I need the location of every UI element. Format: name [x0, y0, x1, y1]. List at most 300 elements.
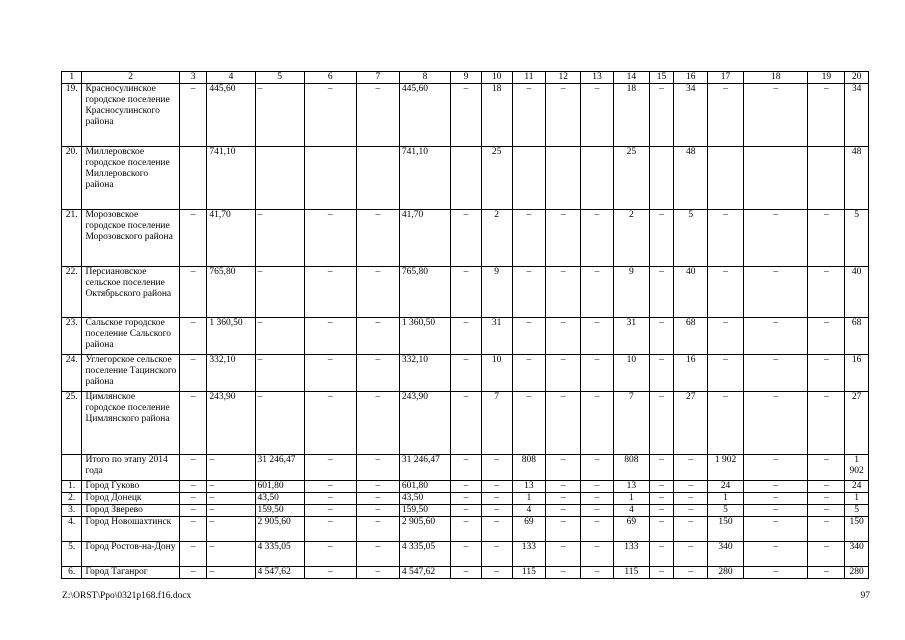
table-cell: –: [481, 481, 512, 493]
table-cell: –: [451, 267, 482, 318]
table-cell: –: [546, 517, 581, 542]
table-cell: –: [581, 210, 614, 267]
table-cell: 24: [845, 481, 869, 493]
table-cell: –: [649, 210, 674, 267]
row-number-cell: 19.: [62, 84, 82, 147]
table-cell: –: [581, 505, 614, 517]
table-cell: 741,10: [207, 147, 255, 210]
table-cell: –: [356, 517, 399, 542]
table-cell: 1 360,50: [399, 318, 450, 355]
table-cell: 5: [708, 505, 744, 517]
table-cell: –: [743, 455, 808, 481]
table-cell: –: [255, 210, 304, 267]
table-cell: 2: [481, 210, 512, 267]
table-cell: [743, 147, 808, 210]
table-cell: –: [512, 84, 546, 147]
table-cell: –: [451, 355, 482, 392]
column-header-13: 13: [581, 72, 614, 84]
table-cell: 34: [674, 84, 708, 147]
table-cell: –: [207, 493, 255, 505]
table-cell: –: [743, 567, 808, 579]
table-cell: 16: [674, 355, 708, 392]
table-cell: 5: [845, 505, 869, 517]
row-name-cell: Красносулинское городское поселение Красносулинского района: [82, 84, 179, 147]
table-cell: –: [255, 392, 304, 455]
table-cell: –: [649, 392, 674, 455]
table-cell: –: [808, 505, 845, 517]
table-cell: 40: [674, 267, 708, 318]
row-number-cell: [62, 455, 82, 481]
table-cell: 1: [708, 493, 744, 505]
table-cell: –: [581, 455, 614, 481]
row-number-cell: 4.: [62, 517, 82, 542]
table-cell: [179, 147, 207, 210]
table-cell: –: [179, 542, 207, 567]
table-cell: –: [179, 392, 207, 455]
table-cell: –: [481, 455, 512, 481]
table-cell: 150: [845, 517, 869, 542]
table-row: [62, 147, 869, 210]
table-cell: –: [207, 517, 255, 542]
table-cell: –: [743, 84, 808, 147]
table-cell: 27: [674, 392, 708, 455]
column-header-4: 4: [207, 72, 255, 84]
table-cell: 68: [674, 318, 708, 355]
table-cell: –: [649, 455, 674, 481]
table-cell: 159,50: [255, 505, 304, 517]
table-cell: –: [546, 267, 581, 318]
table-cell: [546, 147, 581, 210]
row-number-cell: 20.: [62, 147, 82, 210]
table-cell: 41,70: [399, 210, 450, 267]
table-cell: [255, 147, 304, 210]
table-cell: [304, 147, 356, 210]
table-cell: 13: [613, 481, 649, 493]
table-cell: –: [808, 267, 845, 318]
row-number-cell: 2.: [62, 493, 82, 505]
table-cell: –: [179, 355, 207, 392]
column-header-9: 9: [451, 72, 482, 84]
table-cell: –: [304, 210, 356, 267]
table-cell: –: [743, 210, 808, 267]
table-cell: –: [546, 567, 581, 579]
table-cell: –: [304, 481, 356, 493]
column-header-17: 17: [708, 72, 744, 84]
row-name-cell: Персиановское сельское поселение Октябрьского района: [82, 267, 179, 318]
column-header-16: 16: [674, 72, 708, 84]
column-header-12: 12: [546, 72, 581, 84]
table-cell: –: [304, 355, 356, 392]
table-cell: 115: [613, 567, 649, 579]
table-cell: –: [546, 455, 581, 481]
table-cell: 340: [708, 542, 744, 567]
table-cell: –: [649, 505, 674, 517]
table-cell: [451, 147, 482, 210]
table-cell: –: [179, 455, 207, 481]
table-cell: –: [481, 567, 512, 579]
table-cell: –: [481, 505, 512, 517]
table-cell: –: [304, 542, 356, 567]
column-header-8: 8: [399, 72, 450, 84]
table-cell: –: [674, 542, 708, 567]
table-row: [62, 267, 869, 318]
column-header-10: 10: [481, 72, 512, 84]
row-name-cell: Город Ростов-на-Дону: [82, 542, 179, 567]
table-cell: –: [179, 481, 207, 493]
table-row: [62, 318, 869, 355]
table-cell: 2: [613, 210, 649, 267]
row-name-cell: Углегорское сельское поселение Тацинского района: [82, 355, 179, 392]
table-cell: 280: [845, 567, 869, 579]
table-cell: –: [581, 542, 614, 567]
table-cell: –: [356, 493, 399, 505]
table-cell: –: [179, 493, 207, 505]
row-name-cell: Морозовское городское поселение Морозовского района: [82, 210, 179, 267]
table-cell: –: [512, 318, 546, 355]
table-cell: –: [179, 84, 207, 147]
table-cell: 243,90: [207, 392, 255, 455]
column-header-6: 6: [304, 72, 356, 84]
column-header-11: 11: [512, 72, 546, 84]
table-cell: –: [451, 210, 482, 267]
table-cell: –: [356, 542, 399, 567]
table-cell: –: [451, 481, 482, 493]
row-number-cell: 24.: [62, 355, 82, 392]
table-cell: 4 335,05: [255, 542, 304, 567]
table-cell: –: [808, 355, 845, 392]
table-cell: –: [808, 318, 845, 355]
table-row: [62, 355, 869, 392]
table-cell: 2 905,60: [399, 517, 450, 542]
table-cell: [649, 147, 674, 210]
table-cell: 1: [512, 493, 546, 505]
table-cell: 18: [613, 84, 649, 147]
table-cell: –: [581, 318, 614, 355]
table-cell: –: [743, 267, 808, 318]
column-header-1: 1: [62, 72, 82, 84]
table-cell: –: [356, 505, 399, 517]
table-cell: 31 246,47: [399, 455, 450, 481]
table-cell: –: [708, 267, 744, 318]
row-number-cell: 6.: [62, 567, 82, 579]
table-cell: –: [512, 355, 546, 392]
row-name-cell: Цимлянское городское поселение Цимлянского района: [82, 392, 179, 455]
table-cell: –: [674, 567, 708, 579]
table-cell: –: [808, 455, 845, 481]
table-cell: 445,60: [207, 84, 255, 147]
table-cell: –: [808, 392, 845, 455]
table-cell: [581, 147, 614, 210]
table-cell: –: [743, 481, 808, 493]
row-name-cell: Город Новошахтинск: [82, 517, 179, 542]
table-cell: –: [512, 210, 546, 267]
table-cell: 68: [845, 318, 869, 355]
table-cell: –: [743, 493, 808, 505]
row-name-cell: Сальское городское поселение Сальского района: [82, 318, 179, 355]
table-cell: 133: [613, 542, 649, 567]
table-cell: –: [356, 355, 399, 392]
table-cell: –: [649, 84, 674, 147]
table-row: [62, 210, 869, 267]
table-cell: –: [304, 455, 356, 481]
table-cell: –: [356, 567, 399, 579]
table-cell: –: [304, 267, 356, 318]
row-name-cell: Миллеровское городское поселение Миллеровского района: [82, 147, 179, 210]
table-cell: –: [743, 505, 808, 517]
data-table: [61, 71, 869, 579]
table-cell: –: [743, 392, 808, 455]
table-cell: –: [304, 318, 356, 355]
table-cell: –: [708, 355, 744, 392]
table-cell: –: [481, 517, 512, 542]
table-cell: –: [207, 505, 255, 517]
table-cell: –: [581, 267, 614, 318]
table-cell: –: [179, 567, 207, 579]
table-cell: –: [581, 355, 614, 392]
table-cell: –: [179, 267, 207, 318]
table-cell: 115: [512, 567, 546, 579]
table-cell: –: [356, 318, 399, 355]
table-cell: –: [451, 493, 482, 505]
table-cell: –: [356, 84, 399, 147]
table-cell: –: [451, 392, 482, 455]
table-cell: 150: [708, 517, 744, 542]
table-cell: –: [304, 392, 356, 455]
table-cell: –: [674, 517, 708, 542]
column-header-15: 15: [649, 72, 674, 84]
table-cell: 2 905,60: [255, 517, 304, 542]
table-cell: 1 360,50: [207, 318, 255, 355]
footer-file-path: Z:\ORST\Ppo\0321p168.f16.docx: [62, 591, 192, 601]
table-cell: 31: [481, 318, 512, 355]
column-header-7: 7: [356, 72, 399, 84]
table-cell: –: [581, 481, 614, 493]
table-row: [62, 567, 869, 579]
table-cell: 280: [708, 567, 744, 579]
table-row: [62, 505, 869, 517]
table-cell: –: [581, 84, 614, 147]
table-cell: 9: [613, 267, 649, 318]
table-cell: 4 547,62: [399, 567, 450, 579]
table-cell: –: [581, 493, 614, 505]
column-header-19: 19: [808, 72, 845, 84]
table-cell: 808: [512, 455, 546, 481]
table-cell: 340: [845, 542, 869, 567]
row-number-cell: 3.: [62, 505, 82, 517]
table-row: [62, 455, 869, 481]
table-cell: –: [356, 267, 399, 318]
table-cell: –: [546, 493, 581, 505]
table-cell: 48: [845, 147, 869, 210]
table-cell: –: [674, 493, 708, 505]
table-cell: –: [179, 505, 207, 517]
table-cell: –: [512, 392, 546, 455]
table-cell: –: [356, 455, 399, 481]
table-cell: 4: [613, 505, 649, 517]
table-cell: –: [451, 318, 482, 355]
table-cell: –: [743, 517, 808, 542]
table-cell: –: [808, 84, 845, 147]
table-cell: –: [743, 318, 808, 355]
table-cell: –: [743, 542, 808, 567]
table-cell: –: [808, 567, 845, 579]
row-number-cell: 25.: [62, 392, 82, 455]
row-name-cell: Город Таганрог: [82, 567, 179, 579]
row-number-cell: 1.: [62, 481, 82, 493]
table-cell: –: [649, 567, 674, 579]
table-cell: –: [179, 517, 207, 542]
table-cell: –: [808, 517, 845, 542]
table-cell: 25: [481, 147, 512, 210]
table-cell: –: [581, 392, 614, 455]
table-cell: –: [649, 267, 674, 318]
table-cell: –: [708, 84, 744, 147]
table-cell: –: [481, 542, 512, 567]
table-cell: –: [451, 567, 482, 579]
table-cell: –: [581, 517, 614, 542]
table-cell: –: [546, 481, 581, 493]
row-name-cell: Город Гуково: [82, 481, 179, 493]
column-header-18: 18: [743, 72, 808, 84]
table-cell: –: [674, 505, 708, 517]
row-number-cell: 22.: [62, 267, 82, 318]
table-cell: –: [356, 481, 399, 493]
table-cell: –: [255, 318, 304, 355]
table-cell: 332,10: [399, 355, 450, 392]
table-cell: [512, 147, 546, 210]
table-cell: 159,50: [399, 505, 450, 517]
header-row: [62, 72, 869, 84]
table-cell: –: [179, 318, 207, 355]
table-cell: –: [304, 505, 356, 517]
table-cell: 7: [613, 392, 649, 455]
table-cell: –: [708, 392, 744, 455]
table-cell: 4 335,05: [399, 542, 450, 567]
table-body: [62, 84, 869, 579]
table-cell: –: [649, 481, 674, 493]
table-cell: 31: [613, 318, 649, 355]
column-header-5: 5: [255, 72, 304, 84]
table-cell: –: [546, 84, 581, 147]
table-cell: –: [179, 210, 207, 267]
table-cell: 4 547,62: [255, 567, 304, 579]
table-cell: 69: [512, 517, 546, 542]
row-name-cell: Город Донецк: [82, 493, 179, 505]
table-cell: 5: [674, 210, 708, 267]
table-cell: –: [808, 210, 845, 267]
table-cell: –: [546, 210, 581, 267]
table-cell: 332,10: [207, 355, 255, 392]
table-cell: 40: [845, 267, 869, 318]
table-cell: –: [451, 84, 482, 147]
table-cell: 133: [512, 542, 546, 567]
table-cell: –: [304, 493, 356, 505]
table-cell: 1: [613, 493, 649, 505]
table-cell: –: [546, 392, 581, 455]
table-cell: –: [808, 493, 845, 505]
table-cell: 48: [674, 147, 708, 210]
table-cell: 9: [481, 267, 512, 318]
table-cell: 31 246,47: [255, 455, 304, 481]
table-cell: –: [546, 318, 581, 355]
table-cell: 765,80: [207, 267, 255, 318]
table-cell: 1 902: [708, 455, 744, 481]
table-cell: 7: [481, 392, 512, 455]
table-cell: 41,70: [207, 210, 255, 267]
table-cell: –: [674, 455, 708, 481]
table-cell: –: [512, 267, 546, 318]
table-cell: –: [581, 567, 614, 579]
table-cell: –: [304, 84, 356, 147]
row-number-cell: 23.: [62, 318, 82, 355]
table-cell: 16: [845, 355, 869, 392]
table-cell: 765,80: [399, 267, 450, 318]
table-cell: –: [649, 318, 674, 355]
table-cell: –: [674, 481, 708, 493]
table-cell: –: [708, 318, 744, 355]
table-cell: 18: [481, 84, 512, 147]
table-cell: –: [207, 567, 255, 579]
column-header-14: 14: [613, 72, 649, 84]
table-cell: –: [304, 517, 356, 542]
page-number: 97: [860, 591, 870, 601]
table-cell: –: [451, 455, 482, 481]
table-cell: –: [808, 542, 845, 567]
table-cell: [808, 147, 845, 210]
table-cell: 43,50: [255, 493, 304, 505]
table-cell: 13: [512, 481, 546, 493]
table-cell: 601,80: [399, 481, 450, 493]
table-cell: –: [451, 542, 482, 567]
table-row: [62, 517, 869, 542]
table-cell: –: [743, 355, 808, 392]
table-cell: –: [481, 493, 512, 505]
table-cell: [708, 147, 744, 210]
table-cell: 43,50: [399, 493, 450, 505]
table-cell: 34: [845, 84, 869, 147]
table-cell: [356, 147, 399, 210]
table-cell: –: [304, 567, 356, 579]
column-header-3: 3: [179, 72, 207, 84]
table-row: [62, 542, 869, 567]
table-cell: 69: [613, 517, 649, 542]
table-cell: 808: [613, 455, 649, 481]
table-cell: –: [649, 493, 674, 505]
table-cell: 1: [845, 493, 869, 505]
column-header-2: 2: [82, 72, 179, 84]
row-number-cell: 21.: [62, 210, 82, 267]
table-cell: –: [546, 355, 581, 392]
table-row: [62, 493, 869, 505]
row-name-cell: Итого по этапу 2014 года: [82, 455, 179, 481]
table-cell: –: [649, 517, 674, 542]
table-cell: –: [808, 481, 845, 493]
table-row: [62, 392, 869, 455]
table-cell: –: [207, 542, 255, 567]
row-number-cell: 5.: [62, 542, 82, 567]
table-cell: –: [255, 267, 304, 318]
table-cell: 1 902: [845, 455, 869, 481]
table-cell: 10: [613, 355, 649, 392]
column-header-20: 20: [845, 72, 869, 84]
table-cell: –: [708, 210, 744, 267]
table-cell: –: [649, 355, 674, 392]
table-cell: –: [255, 84, 304, 147]
row-name-cell: Город Зверево: [82, 505, 179, 517]
table-cell: –: [356, 392, 399, 455]
table-cell: –: [255, 355, 304, 392]
table-row: [62, 84, 869, 147]
